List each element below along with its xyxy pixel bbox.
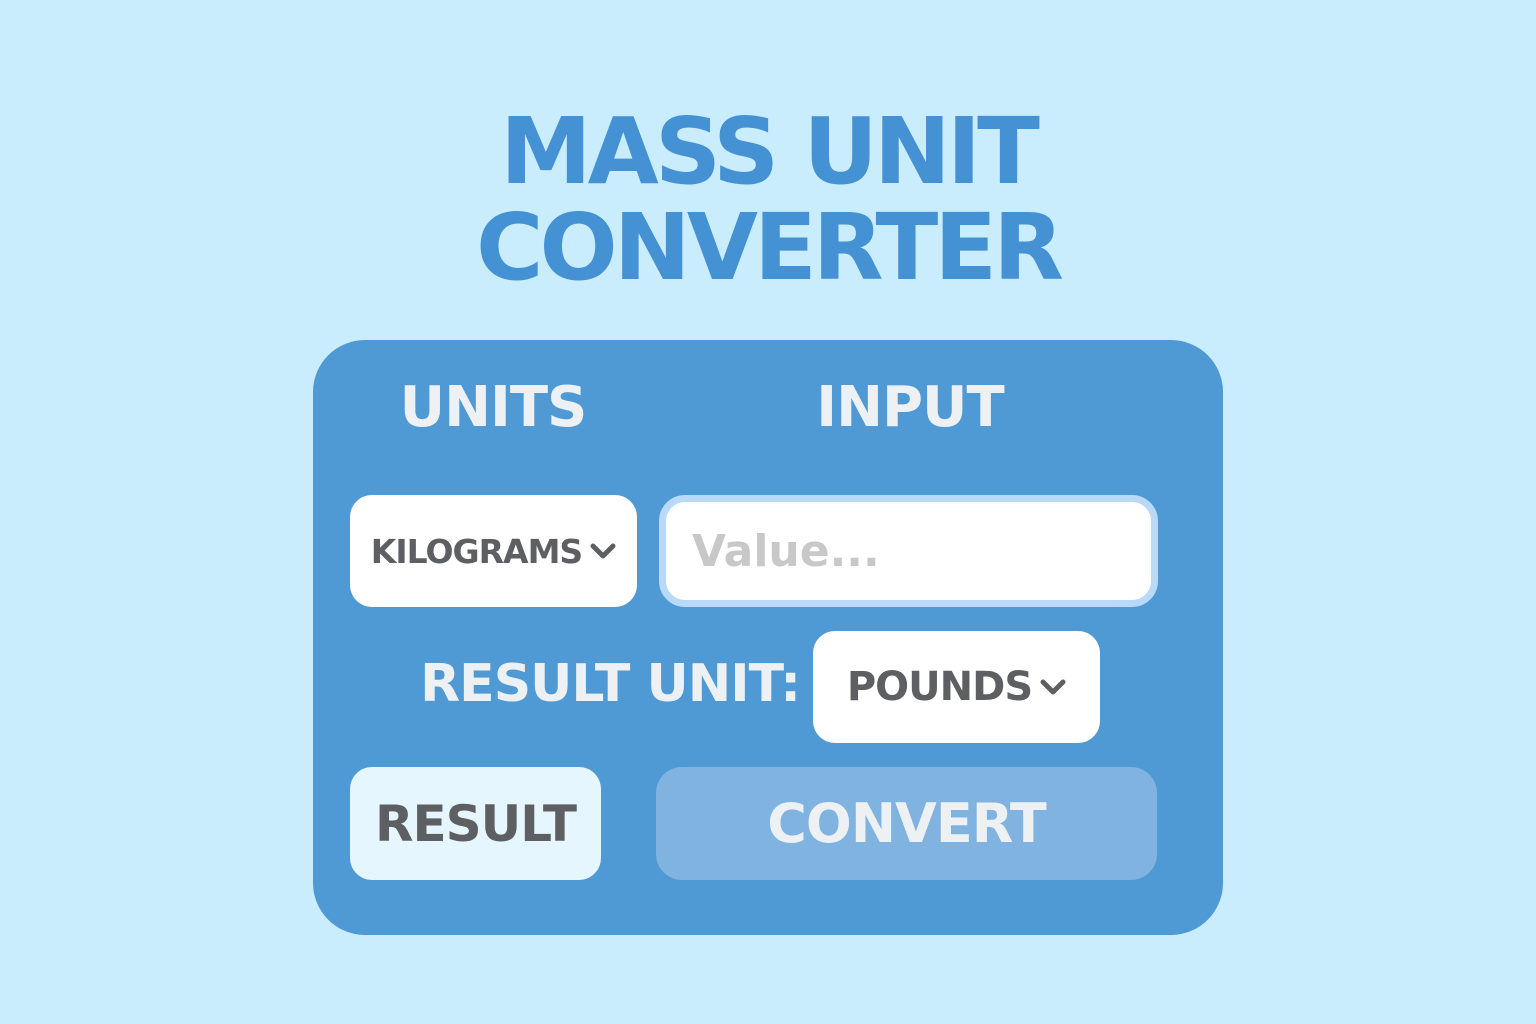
from-unit-value: KILOGRAMS — [370, 531, 583, 571]
convert-button[interactable]: CONVERT — [656, 767, 1157, 880]
title-line-2: CONVERTER — [476, 194, 1060, 301]
result-unit-label: RESULT UNIT: — [420, 654, 800, 714]
value-input[interactable] — [659, 495, 1158, 607]
page-title — [0, 98, 1536, 301]
chevron-down-icon — [1040, 674, 1066, 700]
result-output: RESULT — [350, 767, 601, 880]
chevron-down-icon — [590, 538, 616, 564]
to-unit-value: POUNDS — [846, 664, 1033, 710]
from-unit-select[interactable] — [350, 495, 637, 607]
units-label: UNITS — [399, 375, 587, 440]
title-line-1: MASS UNIT — [500, 98, 1036, 205]
input-label: INPUT — [816, 375, 1004, 440]
to-unit-select[interactable] — [813, 631, 1100, 743]
